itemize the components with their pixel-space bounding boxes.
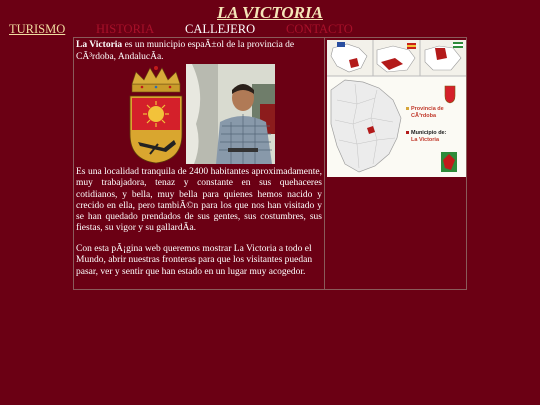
nav-link-turismo[interactable]: TURISMO bbox=[9, 22, 66, 36]
svg-text:CÃ³rdoba: CÃ³rdoba bbox=[411, 113, 437, 119]
top-nav bbox=[0, 22, 540, 38]
page-title: LA VICTORIA bbox=[217, 3, 323, 22]
intro-paragraph bbox=[76, 40, 322, 63]
intro-text: es un municipio espaÃ±ol de la provincia de CÃ³rdoba, AndalucÃa. bbox=[76, 40, 295, 62]
main-column bbox=[74, 38, 325, 289]
content-frame bbox=[73, 37, 467, 290]
portrait-photo bbox=[186, 64, 275, 164]
location-map-image bbox=[327, 40, 466, 177]
side-column bbox=[325, 38, 466, 289]
svg-text:Provincia de: Provincia de bbox=[411, 106, 444, 112]
svg-text:La Victoria: La Victoria bbox=[411, 137, 440, 143]
coat-of-arms-image bbox=[128, 64, 184, 164]
welcome-paragraph: Con esta pÃ¡gina web queremos mostrar La Victoria a todo el Mundo, abrir nuestras fronteras para que los visitantes puedan pasar, ver y sentir que han estado en un lugar muy acogedor. bbox=[76, 244, 313, 277]
image-row bbox=[128, 64, 278, 164]
nav-link-historia[interactable]: HISTORIA bbox=[96, 22, 155, 36]
nav-link-callejero[interactable]: CALLEJERO bbox=[185, 22, 256, 36]
nav-link-contacto[interactable]: CONTACTO bbox=[286, 22, 353, 36]
svg-text:Municipio de:: Municipio de: bbox=[411, 130, 447, 136]
description-paragraph: Es una localidad tranquila de 2400 habitantes aproximadamente, muy trabajadora, tenaz y constante en sus quehaceres cotidianos, y bella, muy bella para quienes hemos nacido y crecido en ella, pero tambiÃ©n para los que nos han visitado y se han quedado prendados de sus gentes, sus costumbres, sus fiestas, su vigor y su gallardÃa. bbox=[76, 167, 322, 234]
town-name: La Victoria bbox=[76, 40, 123, 50]
